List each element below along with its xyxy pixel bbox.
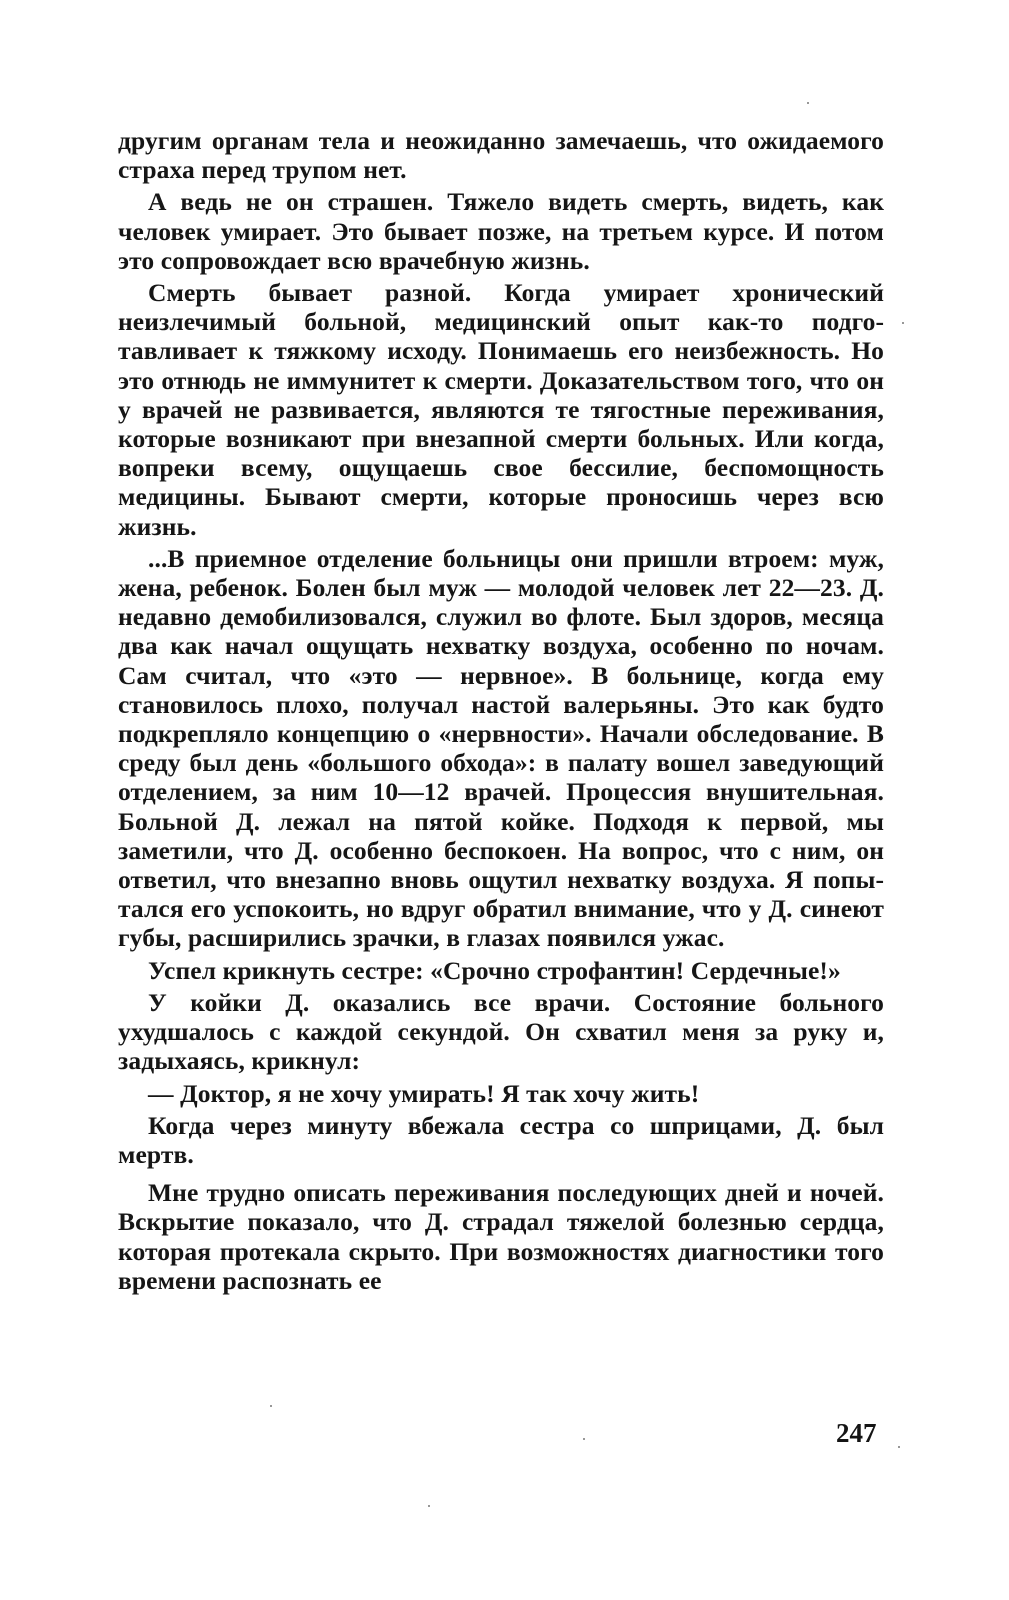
paragraph-8: Когда через минуту вбежала сестра со шприцами, Д. был мертв. (118, 1110, 884, 1169)
print-speck (898, 1446, 900, 1448)
print-speck (583, 1438, 585, 1440)
print-speck (807, 102, 809, 104)
paragraph-7: — Доктор, я не хочу умирать! Я так хочу жить! (148, 1078, 700, 1108)
paragraph-1: другим органам тела и неожиданно замечаешь, что ожидаемого страха перед трупом нет. (118, 126, 884, 185)
paragraph-9: Мне трудно описать переживания последующих дней и ночей. Вскрытие показало, что Д. страдал тяжелой болезнью сердца, которая протекала скрыто. При возможностях диагностики того времени распознать ее (118, 1178, 884, 1295)
page-body-text (118, 126, 884, 1295)
print-speck (270, 1405, 272, 1407)
paragraph-6: У койки Д. оказались все врачи. Состояние больного ухудшалось с каждой секундой. Он схватил меня за руку и, задыхаясь, крикнул: (118, 987, 884, 1076)
print-speck (428, 1505, 430, 1507)
page-number: 247 (836, 1418, 877, 1448)
paragraph-4: ...В приемное отделение больницы они пришли втроем: муж, жена, ребенок. Болен был муж — молодой человек лет 22—23. Д. недавно демобилизовался, служил во флоте. Был здоров, месяца два как начал ощущать нехватку воздуха, особенно по ночам. Сам считал, что «это — нервное». В больнице, когда ему становилось плохо, получал настой валерьяны. Это как будто подкрепляло концепцию о «нервности». Начали обследование. В среду был день «большого обхода»: в палату вошел заведующий отделением, за ним 10—12 врачей. Процессия внушительная. Больной Д. лежал на пятой койке. Подходя к первой, мы заметили, что Д. особенно беспокоен. На вопрос, что с ним, он ответил, что внезапно вновь ощутил нехватку воздуха. Я попытался его успокоить, но вдруг обратил внимание, что у Д. синеют губы, расширились зрачки, в глазах появился ужас. (118, 543, 884, 953)
paragraph-5: Успел крикнуть сестре: «Срочно строфантин! Сердечные!» (148, 955, 841, 985)
paragraph-2: А ведь не он страшен. Тяжело видеть смерть, видеть, как человек умирает. Это бывает позже, на третьем курсе. И потом это сопровождает всю врачебную жизнь. (118, 187, 884, 275)
print-speck (902, 322, 904, 324)
paragraph-3: Смерть бывает разной. Когда умирает хронический неизлечимый больной, медицинский опыт как-то подготавливает к тяжкому исходу. Понимаешь его неизбежность. Но это отнюдь не иммунитет к смерти. Доказательством того, что он у врачей не развивается, являются те тягостные переживания, которые возникают при внезапной смерти больных. Или когда, вопреки всему, ощущаешь свое бессилие, беспомощность медицины. Бывают смерти, которые проносишь через всю жизнь. (118, 278, 884, 541)
